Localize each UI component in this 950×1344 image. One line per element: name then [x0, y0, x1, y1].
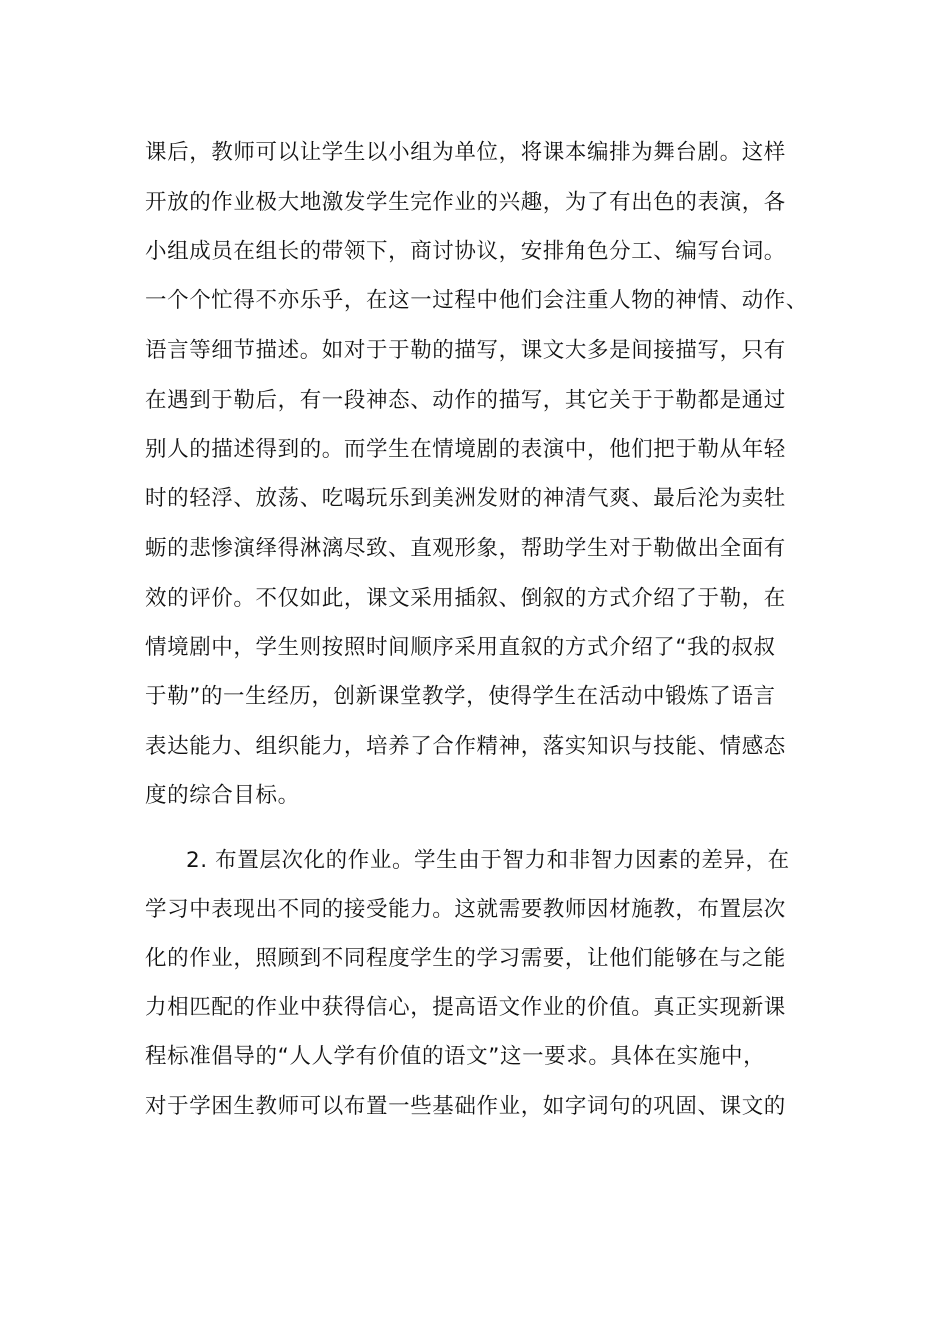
text-line: 在遇到于勒后，有一段神态、动作的描写，其它关于于勒都是通过 [145, 388, 786, 413]
text-line: 蛎的悲惨演绎得淋漓尽致、直观形象，帮助学生对于勒做出全面有 [145, 536, 786, 561]
text-line: 时的轻浮、放荡、吃喝玩乐到美洲发财的神清气爽、最后沦为卖牡 [145, 486, 786, 511]
text-line: 学习中表现出不同的接受能力。这就需要教师因材施教，布置层次 [145, 897, 786, 922]
text-line: 表达能力、组织能力，培养了合作精神，落实知识与技能、情感态 [145, 734, 786, 759]
text-line: 对于学困生教师可以布置一些基础作业，如字词句的巩固、课文的 [145, 1094, 786, 1119]
text-line: 小组成员在组长的带领下，商讨协议，安排角色分工、编写台词。 [145, 239, 786, 264]
text-line: 别人的描述得到的。而学生在情境剧的表演中，他们把于勒从年轻 [145, 437, 786, 462]
text-line: 语言等细节描述。如对于于勒的描写，课文大多是间接描写，只有 [145, 338, 786, 363]
text-line: 2. 布置层次化的作业。学生由于智力和非智力因素的差异，在 [186, 848, 790, 873]
text-line: 程标准倡导的“人人学有价值的语文”这一要求。具体在实施中， [145, 1044, 766, 1069]
text-line: 度的综合目标。 [145, 783, 300, 808]
text-line: 情境剧中，学生则按照时间顺序采用直叙的方式介绍了“我的叔叔 [145, 635, 776, 660]
text-line: 于勒”的一生经历，创新课堂教学，使得学生在活动中锻炼了语言 [145, 684, 776, 709]
text-line: 课后，教师可以让学生以小组为单位，将课本编排为舞台剧。这样 [145, 140, 786, 165]
text-line: 化的作业，照顾到不同程度学生的学习需要，让他们能够在与之能 [145, 946, 786, 971]
text-line: 效的评价。不仅如此，课文采用插叙、倒叙的方式介绍了于勒，在 [145, 586, 786, 611]
text-line: 开放的作业极大地激发学生完作业的兴趣，为了有出色的表演，各 [145, 190, 786, 215]
text-line: 一个个忙得不亦乐乎，在这一过程中他们会注重人物的神情、动作、 [145, 288, 809, 313]
text-line: 力相匹配的作业中获得信心，提高语文作业的价值。真正实现新课 [145, 995, 786, 1020]
